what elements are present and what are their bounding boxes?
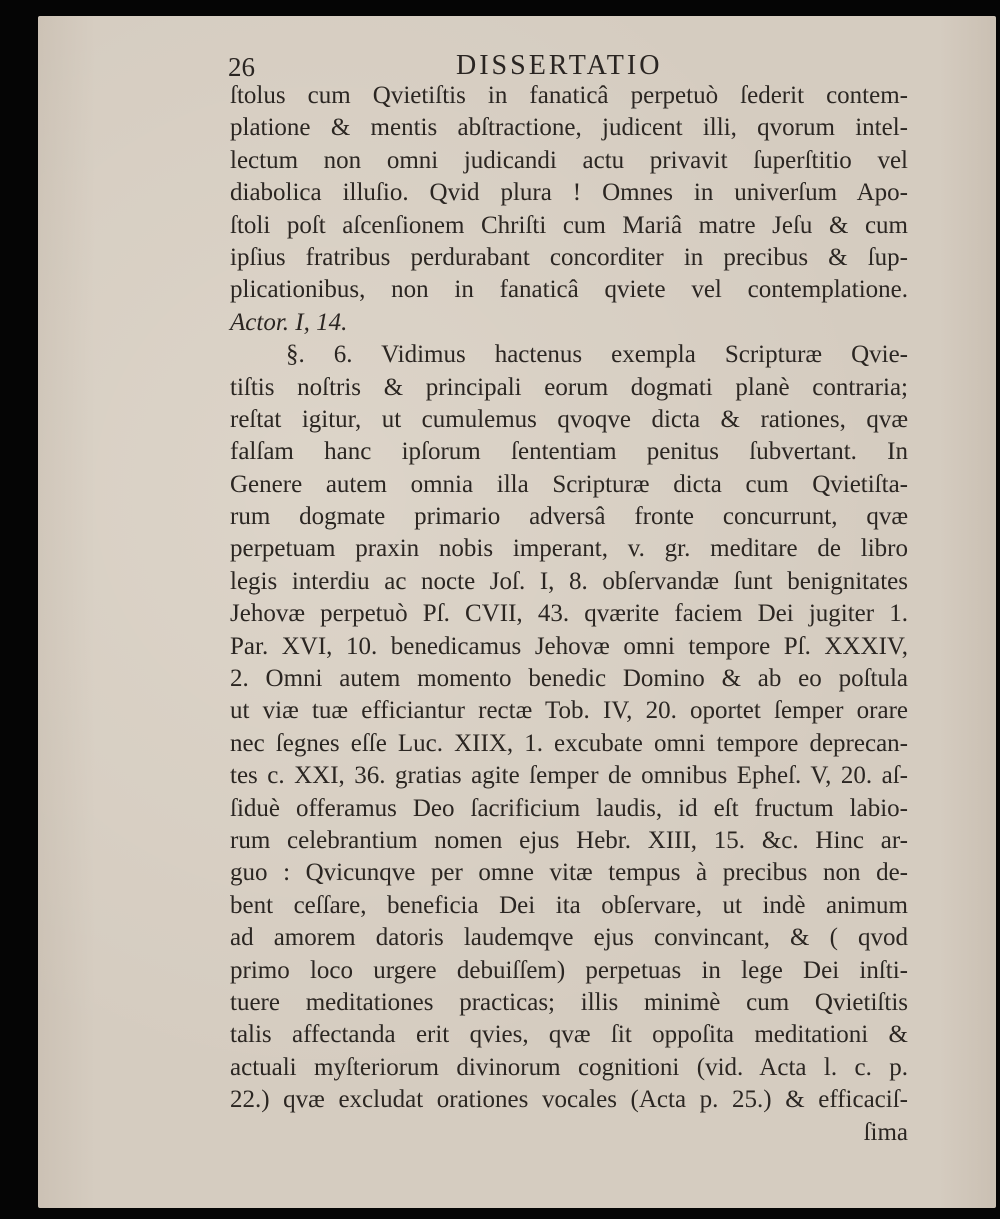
running-title: DISSERTATIO	[456, 50, 663, 81]
text-line: platione & mentis abſtractione, judicent illi, qvorum intel-	[230, 114, 908, 142]
paragraph-start-line: §. 6. Vidimus hactenus exempla Scripturæ Qvie-	[286, 341, 908, 369]
text-line: tes c. XXI, 36. gratias agite ſemper de omnibus Epheſ. V, 20. aſ-	[230, 762, 908, 790]
text-line: 2. Omni autem momento benedic Domino & ab eo poſtula	[230, 665, 908, 693]
text-line: ipſius fratribus perdurabant concorditer in precibus & ſup-	[230, 243, 908, 271]
text-line: ſiduè offeramus Deo ſacrificium laudis, id eſt fructum labio-	[230, 794, 908, 822]
text-line: ſtoli poſt aſcenſionem Chriſti cum Mariâ matre Jeſu & cum	[230, 211, 908, 239]
text-line: actuali myſteriorum divinorum cognitioni (vid. Acta l. c. p.	[230, 1053, 908, 1081]
page-number: 26	[228, 52, 255, 82]
text-line: rum dogmate primario adversâ fronte concurrunt, qvæ	[230, 503, 908, 531]
text-line: lectum non omni judicandi actu privavit ſuperſtitio vel	[230, 146, 908, 174]
text-line: falſam hanc ipſorum ſententiam penitus ſubvertant. In	[230, 438, 908, 466]
text-line: talis affectanda erit qvies, qvæ ſit oppoſita meditationi &	[230, 1021, 908, 1049]
text-line: perpetuam praxin nobis imperant, v. gr. meditare de libro	[230, 535, 908, 563]
catchword: ſima	[863, 1118, 908, 1146]
text-line: reſtat igitur, ut cumulemus qvoqve dicta & rationes, qvæ	[230, 405, 908, 433]
text-line-citation: Actor. I, 14.	[230, 308, 348, 336]
body-text	[230, 80, 908, 1149]
text-line: ſtolus cum Qvietiſtis in fanaticâ perpetuò ſederit contem-	[230, 82, 908, 109]
text-line: tiſtis noſtris & principali eorum dogmati planè contraria;	[230, 373, 908, 401]
text-line: nec ſegnes eſſe Luc. XIIX, 1. excubate omni tempore deprecan-	[230, 729, 908, 757]
text-line: ut viæ tuæ efficiantur rectæ Tob. IV, 20. oportet ſemper orare	[230, 697, 908, 725]
text-line: bent ceſſare, beneficia Dei ita obſervare, ut indè animum	[230, 891, 908, 919]
text-line: legis interdiu ac nocte Joſ. I, 8. obſervandæ ſunt benignitates	[230, 567, 908, 595]
text-line: Par. XVI, 10. benedicamus Jehovæ omni tempore Pſ. XXXIV,	[230, 632, 908, 660]
text-line: rum celebrantium nomen ejus Hebr. XIII, 15. &c. Hinc ar-	[230, 826, 908, 854]
text-line: primo loco urgere debuiſſem) perpetuas in lege Dei inſti-	[230, 956, 908, 984]
text-line: guo : Qvicunqve per omne vitæ tempus à precibus non de-	[230, 859, 908, 887]
text-line: ad amorem datoris laudemqve ejus convincant, & ( qvod	[230, 924, 908, 952]
text-line: 22.) qvæ excludat orationes vocales (Acta p. 25.) & efficaciſ-	[230, 1086, 908, 1114]
text-line: tuere meditationes practicas; illis minimè cum Qvietiſtis	[230, 988, 908, 1016]
text-line: Genere autem omnia illa Scripturæ dicta cum Qvietiſta-	[230, 470, 908, 498]
text-line: Jehovæ perpetuò Pſ. CVII, 43. qværite faciem Dei jugiter 1.	[230, 600, 908, 628]
text-line: diabolica illuſio. Qvid plura ! Omnes in univerſum Apo-	[230, 179, 908, 207]
text-line: plicationibus, non in fanaticâ qviete vel contemplatione.	[230, 276, 908, 304]
